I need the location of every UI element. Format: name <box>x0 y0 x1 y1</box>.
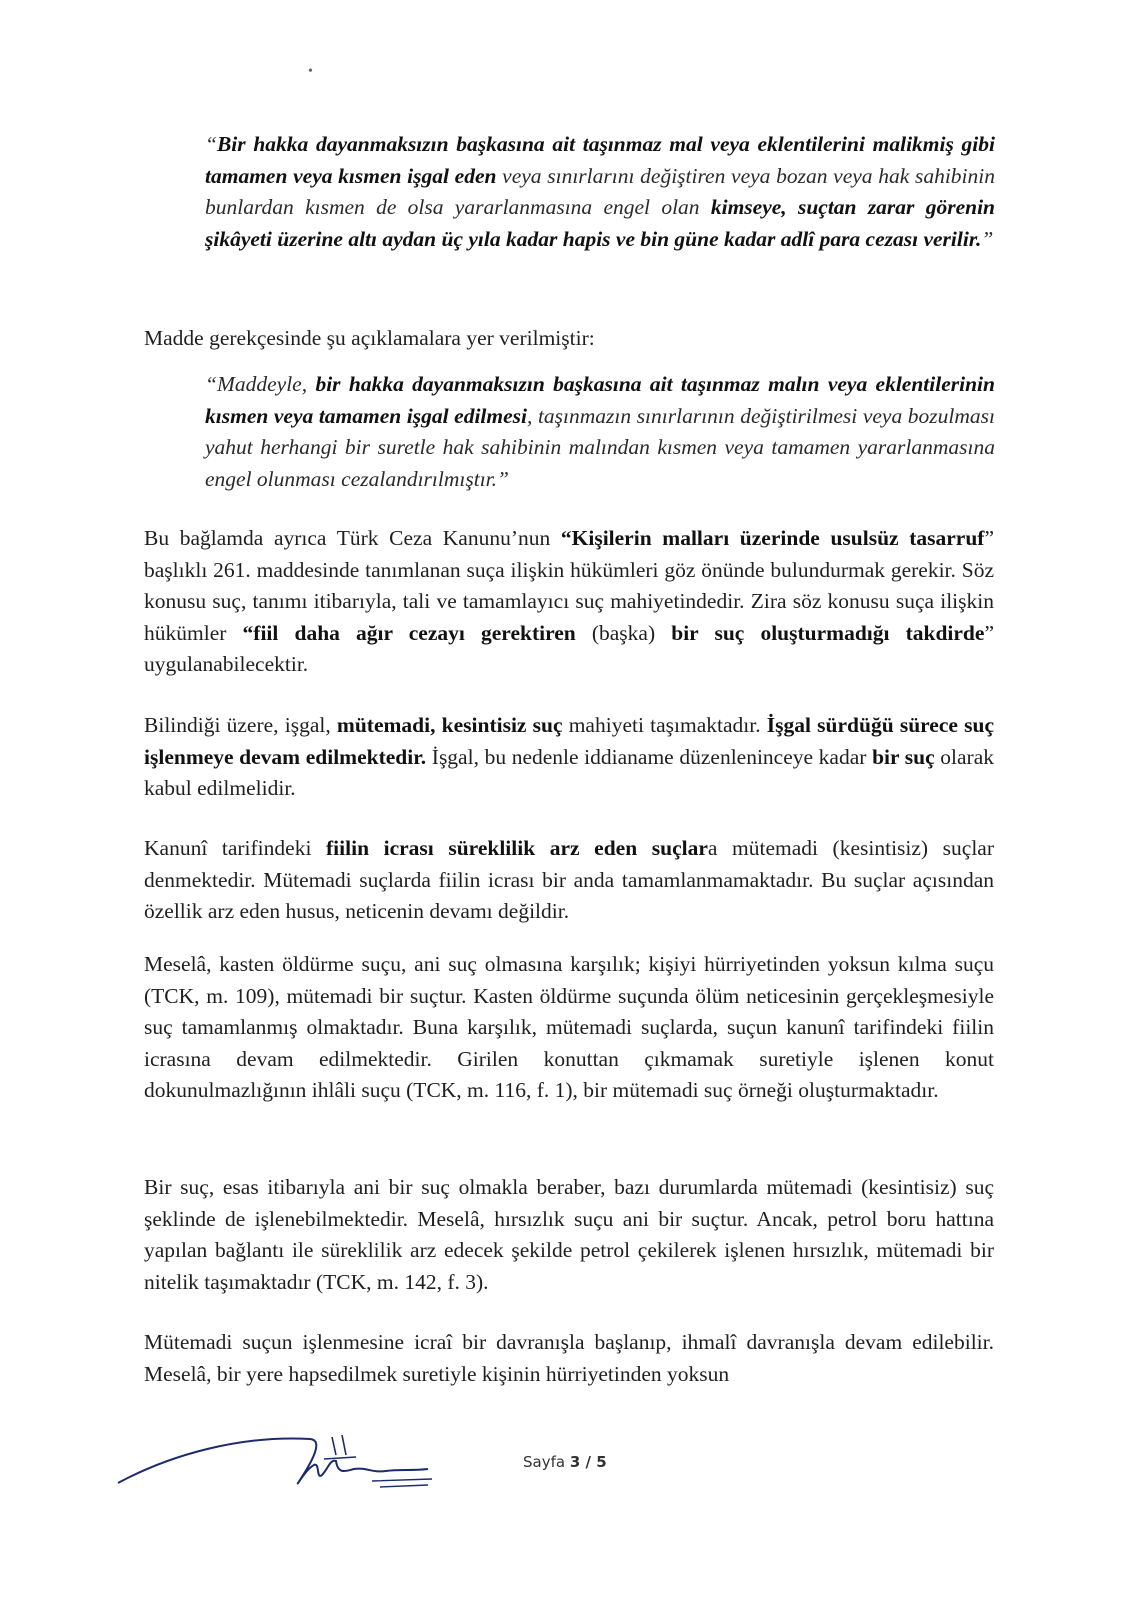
bold-text-run: kimseye, suçtan zarar görenin şikâyeti üzerine altı aydan üç yıla kadar hapis ve bin güne kadar adlî para cezası verilir. <box>205 195 996 251</box>
bold-text-run: İşgal sürdüğü sürece suç işlenmeye devam edilmektedir. <box>144 713 994 769</box>
text-run: , taşınmazın sınırlarının değiştirilmesi veya bozulması yahut herhangi bir suretle hak sahibinin malından kısmen veya tamamen yararlanmasına engel olunması cezalandırılmıştır.” <box>205 403 995 491</box>
bold-text-run: bir suç oluşturmadığı takdirde <box>671 620 985 645</box>
text-run: Madde gerekçesinde şu açıklamalara yer verilmiştir: <box>144 326 595 350</box>
bold-text-run: “fiil daha ağır cezayı gerektiren <box>242 620 576 645</box>
paragraph-tck-261 <box>144 523 994 681</box>
page-number <box>523 1453 607 1471</box>
page-current: 3 <box>569 1453 581 1471</box>
text-run: ” uygulanabilecektir. <box>144 620 994 676</box>
bold-text-run: “Kişilerin malları üzerinde usulsüz tasarruf <box>560 526 985 550</box>
quote-rationale <box>205 369 995 495</box>
text-run: Mütemadi suçun işlenmesine icraî bir davranışla başlanıp, ihmalî davranışla devam edilebilir. Meselâ, bir yere hapsedilmek suretiyle kişinin hürriyetinden yoksun <box>144 1330 994 1386</box>
bold-text-run: bir hakka dayanmaksızın başkasına ait taşınmaz malın veya eklentilerinin kısmen veya tamamen işgal edilmesi <box>205 372 995 428</box>
text-run: Bir suç, esas itibarıyla ani bir suç olmakla beraber, bazı durumlarda mütemadi (kesintisiz) suç şeklinde de işlenebilmektedir. Meselâ, hırsızlık suçu ani bir suçtur. Ancak, petrol boru hattına yapılan bağlantı ile süreklilik arz edecek şekilde petrol çekilerek işlenen hırsızlık, mütemadi bir nitelik taşımaktadır (TCK, m. 142, f. 3). <box>144 1175 994 1294</box>
paragraph-continuous-crime <box>144 710 994 805</box>
page-separator: / <box>580 1453 597 1471</box>
page-total: 5 <box>596 1453 607 1471</box>
text-run: İşgal, bu nedenle iddianame düzenleninceye kadar <box>426 744 873 769</box>
text-run: Kanunî tarifindeki <box>144 836 327 860</box>
bold-text-run: bir suç <box>872 744 935 769</box>
scan-mark: • <box>308 64 313 79</box>
bold-text-run: Bir hakka dayanmaksızın başkasına ait taşınmaz mal veya eklentilerini malikmiş gibi tamamen veya kısmen işgal eden <box>205 132 995 188</box>
text-run: Bu bağlamda ayrıca Türk Ceza Kanunu’nun <box>144 526 561 550</box>
text-run: “Maddeyle, <box>205 372 316 396</box>
paragraph-definition <box>144 833 994 928</box>
bold-text-run: mütemadi, kesintisiz suç <box>336 713 563 737</box>
text-run: ” başlıklı 261. maddesinde tanımlanan suça ilişkin hükümleri göz önünde bulundurmak gerekir. Söz konusu suç, tanımı itibarıyla, tali ve tamamlayıcı suç mahiyetindedir. Zira söz konusu suça ilişkin hükümler <box>144 526 994 645</box>
text-run: a mütemadi (kesintisiz) suçlar denmektedir. Mütemadi suçlarda fiilin icrası bir anda tamamlanmamaktadır. Bu suçlar açısından özellik arz eden husus, neticenin devamı değildir. <box>144 836 995 923</box>
text-run: ” <box>981 226 994 251</box>
text-run: Bilindiği üzere, işgal, <box>144 713 337 737</box>
text-run: “ <box>205 132 217 156</box>
text-run: veya sınırlarını değiştiren veya bozan veya hak sahibinin bunlardan kısmen de olsa yararlanmasına engel olan <box>205 163 995 219</box>
intro-paragraph <box>144 323 994 355</box>
paragraph-examples <box>144 949 994 1107</box>
text-run: Meselâ, kasten öldürme suçu, ani suç olmasına karşılık; kişiyi hürriyetinden yoksun kılma suçu (TCK, m. 109), mütemadi bir suçtur. Kasten öldürme suçunda ölüm neticesinin gerçekleşmesiyle suç tamamlanmış olmaktadır. Buna karşılık, mütemadi suçlarda, suçun kanunî tarifindeki fiilin icrasına devam edilmektedir. Girilen konuttan çıkmamak suretiyle işlenen konut dokunulmazlığının ihlâli suçu (TCK, m. 116, f. 1), bir mütemadi suç örneği oluşturmaktadır. <box>144 952 994 1102</box>
bold-text-run: fiilin icrası süreklilik arz eden suçlar <box>326 836 708 860</box>
handwritten-signature <box>110 1425 440 1495</box>
paragraph-omission <box>144 1327 994 1390</box>
paragraph-theft-example <box>144 1172 994 1298</box>
text-run: mahiyeti taşımaktadır. <box>562 713 767 737</box>
text-run: (başka) <box>575 620 672 645</box>
page-label: Sayfa <box>523 1453 570 1471</box>
quote-article-text <box>205 129 995 255</box>
text-run: olarak kabul edilmelidir. <box>144 744 995 800</box>
